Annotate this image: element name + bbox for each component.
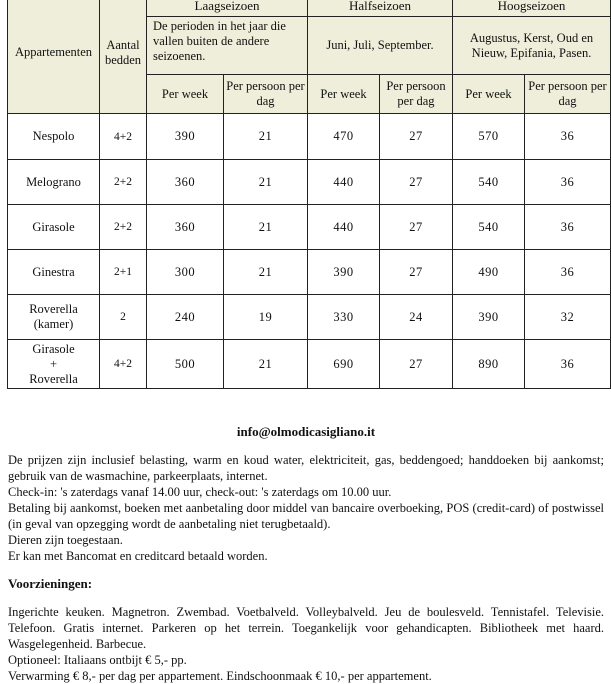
price-cell: 27: [380, 160, 453, 205]
bed-count: 2+1: [100, 250, 147, 295]
bed-count: 4+2: [100, 340, 147, 389]
price-cell: 390: [308, 250, 380, 295]
price-cell: 21: [224, 250, 308, 295]
header-low-season: Laagseizoen: [147, 0, 308, 17]
high-season-description: Augustus, Kerst, Oud en Nieuw, Epifania, Pasen.: [453, 17, 611, 75]
price-cell: 360: [147, 205, 224, 250]
amenities-text: [8, 604, 604, 684]
price-cell: 27: [380, 114, 453, 160]
price-cell: 21: [224, 160, 308, 205]
mid-season-description: Juni, Juli, September.: [308, 17, 453, 75]
apartment-name: Nespolo: [8, 114, 100, 160]
table-row: [8, 295, 611, 340]
price-cell: 500: [147, 340, 224, 389]
amenities-line: Ingerichte keuken. Magnetron. Zwembad. Voetbalveld. Volleybalveld. Jeu de boulesveld. Tennistafel. Televisie. Telefoon. Gratis internet. Parkeren op het terrein. Toegankelijk voor gehandicapten. Bibliotheek met haard. Wasgelegenheid. Barbecue.: [8, 605, 604, 651]
apartment-name: Roverella (kamer): [8, 295, 100, 340]
col-per-person: Per persoon per dag: [525, 75, 611, 114]
header-high-season: Hoogseizoen: [453, 0, 611, 17]
contact-email[interactable]: info@olmodicasigliano.it: [236, 424, 376, 439]
price-cell: 32: [525, 295, 611, 340]
apartment-name: Melograno: [8, 160, 100, 205]
terms-line: Check-in: 's zaterdags vanaf 14.00 uur, check-out: 's zaterdags om 10.00 uur.: [8, 485, 392, 499]
col-per-person: Per persoon per dag: [224, 75, 308, 114]
price-cell: 21: [224, 114, 308, 160]
price-cell: 27: [380, 205, 453, 250]
table-row: [8, 114, 611, 160]
price-cell: 890: [453, 340, 525, 389]
header-beds: Aantal bedden: [100, 0, 147, 114]
price-cell: 19: [224, 295, 308, 340]
info-section: [8, 424, 604, 684]
terms-line: Betaling bij aankomst, boeken met aanbetaling door middel van bancaire overboeking, POS (credit-card) of postwissel (in geval van opzegging wordt de aanbetaling niet terugbetaald).: [8, 501, 604, 531]
price-cell: 36: [525, 160, 611, 205]
terms-line: De prijzen zijn inclusief belasting, warm en koud water, elektriciteit, gas, beddengoed; handdoeken bij aankomst; gebruik van de wasmachine, parkeerplaats, internet.: [8, 453, 604, 483]
col-per-person: Per persoon per dag: [380, 75, 453, 114]
amenities-title: Voorzieningen:: [8, 576, 93, 591]
price-cell: 21: [224, 205, 308, 250]
price-cell: 27: [380, 250, 453, 295]
low-season-description: De perioden in het jaar die vallen buiten de andere seizoenen.: [147, 17, 308, 75]
price-cell: 440: [308, 205, 380, 250]
header-mid-season: Halfseizoen: [308, 0, 453, 17]
price-cell: 470: [308, 114, 380, 160]
price-cell: 360: [147, 160, 224, 205]
price-table: [7, 0, 611, 389]
col-per-week: Per week: [453, 75, 525, 114]
amenities-line: Optioneel: Italiaans ontbijt € 5,- pp.: [8, 653, 187, 667]
price-cell: 490: [453, 250, 525, 295]
apartment-name: Girasole + Roverella: [8, 340, 100, 389]
price-cell: 36: [525, 340, 611, 389]
price-cell: 24: [380, 295, 453, 340]
price-cell: 36: [525, 250, 611, 295]
amenities-line: Verwarming € 8,- per dag per appartement. Eindschoonmaak € 10,- per appartement.: [8, 669, 432, 683]
table-row: [8, 340, 611, 389]
price-cell: 21: [224, 340, 308, 389]
table-row: [8, 250, 611, 295]
price-cell: 390: [147, 114, 224, 160]
price-cell: 690: [308, 340, 380, 389]
price-cell: 27: [380, 340, 453, 389]
price-cell: 36: [525, 114, 611, 160]
bed-count: 4+2: [100, 114, 147, 160]
terms-text: [8, 452, 604, 564]
price-cell: 540: [453, 160, 525, 205]
terms-line: Er kan met Bancomat en creditcard betaald worden.: [8, 549, 268, 563]
header-apartments: Appartementen: [8, 0, 100, 114]
bed-count: 2+2: [100, 205, 147, 250]
col-per-week: Per week: [147, 75, 224, 114]
price-cell: 390: [453, 295, 525, 340]
price-cell: 300: [147, 250, 224, 295]
price-cell: 570: [453, 114, 525, 160]
bed-count: 2+2: [100, 160, 147, 205]
price-cell: 240: [147, 295, 224, 340]
apartment-name: Ginestra: [8, 250, 100, 295]
apartment-name: Girasole: [8, 205, 100, 250]
price-cell: 540: [453, 205, 525, 250]
table-row: [8, 160, 611, 205]
price-cell: 330: [308, 295, 380, 340]
table-row: [8, 205, 611, 250]
bed-count: 2: [100, 295, 147, 340]
price-cell: 36: [525, 205, 611, 250]
price-cell: 440: [308, 160, 380, 205]
col-per-week: Per week: [308, 75, 380, 114]
terms-line: Dieren zijn toegestaan.: [8, 533, 123, 547]
